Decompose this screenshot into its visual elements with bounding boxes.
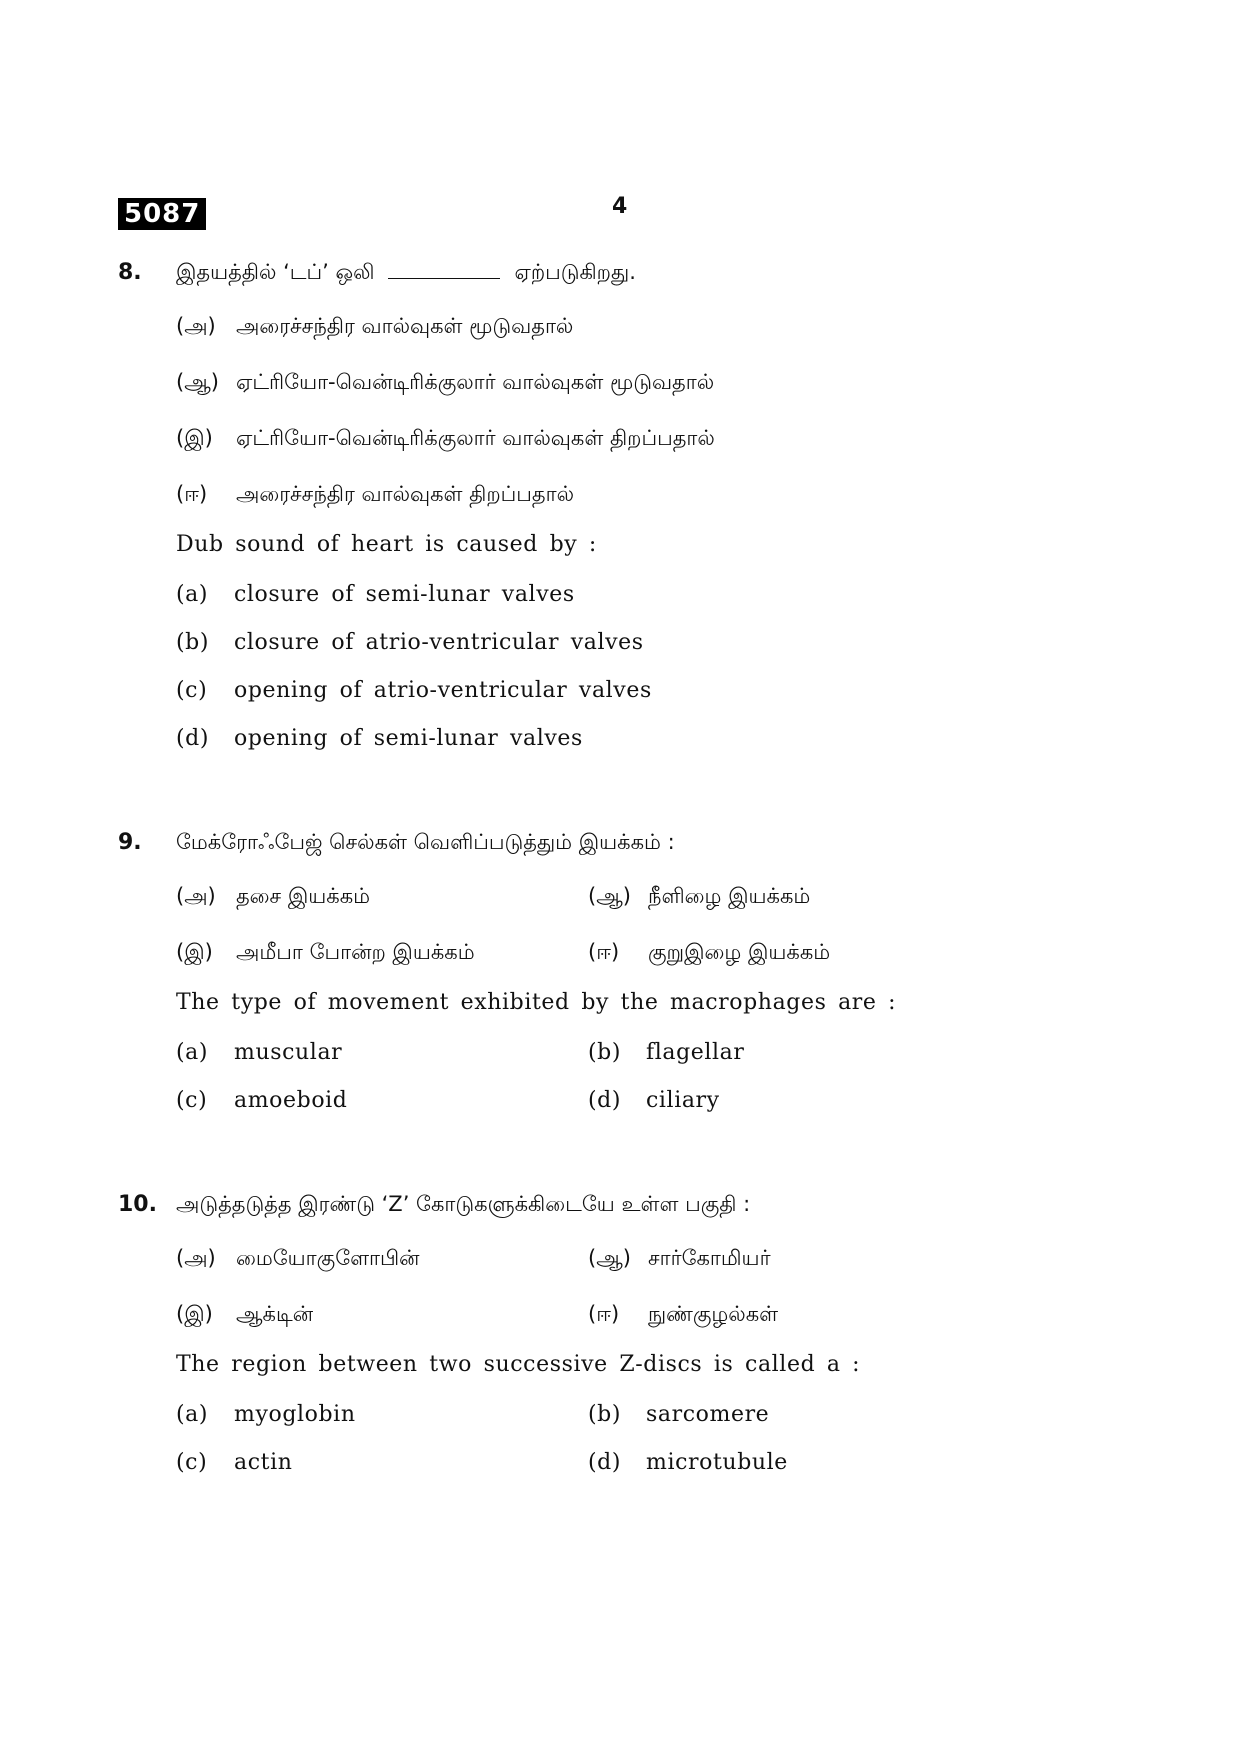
option-text: அமீபா போன்ற இயக்கம் [236, 940, 475, 964]
option-label: (d) [588, 1450, 622, 1475]
question-10-en-options-row-2 [176, 1450, 1076, 1480]
option-label: (c) [176, 1450, 208, 1475]
paper-code: 5087 [118, 198, 206, 230]
question-8-english-stem: Dub sound of heart is caused by : [176, 532, 597, 557]
option-text: closure of atrio-ventricular valves [234, 630, 644, 655]
option-text: குறுஇழை இயக்கம் [648, 940, 831, 964]
option-text: நீளிழை இயக்கம் [648, 884, 811, 908]
option-label: (அ) [176, 1246, 216, 1270]
option-text: ஆக்டின் [236, 1302, 314, 1326]
option-label: (d) [588, 1088, 622, 1113]
option-text: அரைச்சந்திர வால்வுகள் திறப்பதால் [236, 482, 575, 506]
option-label: (a) [176, 582, 209, 607]
option-label: (c) [176, 1088, 208, 1113]
option-text: ஏட்ரியோ-வென்டிரிக்குலார் வால்வுகள் மூடுவதால் [236, 370, 715, 394]
question-10-number: 10. [118, 1192, 157, 1217]
question-10-tamil-stem: அடுத்தடுத்த இரண்டு ‘Z’ கோடுகளுக்கிடையே உள்ள பகுதி : [176, 1192, 751, 1216]
option-text: closure of semi-lunar valves [234, 582, 575, 607]
question-10-ta-options-row-1 [176, 1246, 1076, 1276]
option-label: (b) [588, 1040, 622, 1065]
question-10-english-stem: The region between two successive Z-discs is called a : [176, 1352, 861, 1377]
option-text: opening of semi-lunar valves [234, 726, 583, 751]
question-9-number: 9. [118, 830, 142, 855]
question-8-tamil-stem-pre: இதயத்தில் ‘டப்’ ஒலி [176, 260, 375, 284]
question-8-tamil-stem [176, 260, 636, 287]
option-label: (அ) [176, 884, 216, 908]
question-8-number: 8. [118, 260, 142, 285]
option-label: (a) [176, 1040, 209, 1065]
question-9-ta-options-row-2 [176, 940, 1076, 970]
option-label: (b) [588, 1402, 622, 1427]
answer-blank [388, 278, 500, 279]
option-label: (ஈ) [176, 482, 208, 506]
option-text: amoeboid [234, 1088, 348, 1113]
option-label: (இ) [176, 1302, 213, 1326]
question-9-tamil-stem: மேக்ரோஃபேஜ் செல்கள் வெளிப்படுத்தும் இயக்கம் : [176, 830, 675, 854]
option-text: அரைச்சந்திர வால்வுகள் மூடுவதால் [236, 314, 574, 338]
question-10-ta-options-row-2 [176, 1302, 1076, 1332]
option-label: (இ) [176, 940, 213, 964]
option-text: நுண்குழல்கள் [648, 1302, 779, 1326]
option-label: (b) [176, 630, 210, 655]
option-text: actin [234, 1450, 293, 1475]
option-label: (இ) [176, 426, 213, 450]
option-text: myoglobin [234, 1402, 356, 1427]
option-text: தசை இயக்கம் [236, 884, 371, 908]
question-9-ta-options-row-1 [176, 884, 1076, 914]
option-label: (ஈ) [588, 940, 620, 964]
option-text: muscular [234, 1040, 343, 1065]
option-label: (ஈ) [588, 1302, 620, 1326]
page-number: 4 [612, 194, 628, 219]
question-8-tamil-stem-post: ஏற்படுகிறது. [514, 260, 636, 284]
option-text: opening of atrio-ventricular valves [234, 678, 652, 703]
question-9-en-options-row-1 [176, 1040, 1076, 1070]
option-text: சார்கோமியர் [648, 1246, 771, 1270]
option-label: (ஆ) [588, 884, 631, 908]
option-text: ஏட்ரியோ-வென்டிரிக்குலார் வால்வுகள் திறப்பதால் [236, 426, 715, 450]
option-label: (ஆ) [176, 370, 219, 394]
option-label: (c) [176, 678, 208, 703]
option-label: (a) [176, 1402, 209, 1427]
question-9-en-options-row-2 [176, 1088, 1076, 1118]
option-text: ciliary [646, 1088, 720, 1113]
option-label: (d) [176, 726, 210, 751]
option-text: flagellar [646, 1040, 745, 1065]
option-text: மையோகுளோபின் [236, 1246, 420, 1270]
question-10-en-options-row-1 [176, 1402, 1076, 1432]
option-text: sarcomere [646, 1402, 770, 1427]
option-label: (அ) [176, 314, 216, 338]
option-label: (ஆ) [588, 1246, 631, 1270]
option-text: microtubule [646, 1450, 788, 1475]
question-9-english-stem: The type of movement exhibited by the macrophages are : [176, 990, 897, 1015]
